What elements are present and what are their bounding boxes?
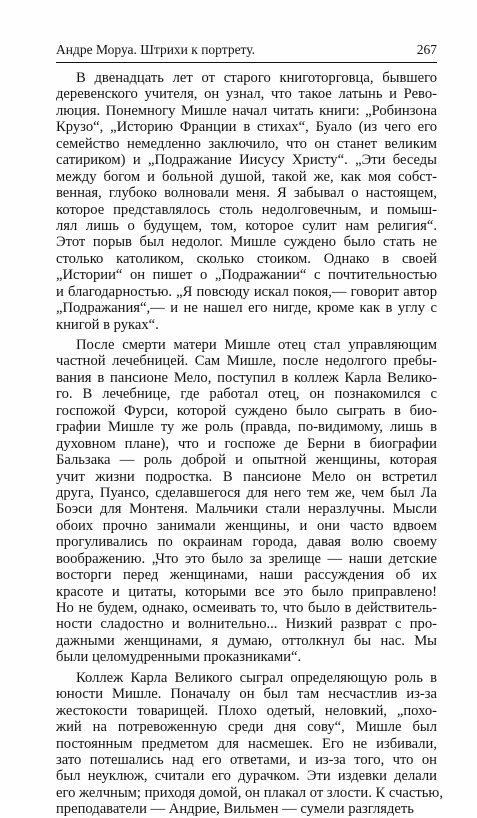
text-line: После смерти матери Мишле отец стал управляющим: [76, 337, 437, 353]
text-line: люция. Понемногу Мишле начал читать книги: „Робинзона: [56, 102, 437, 119]
paragraph: [56, 70, 437, 333]
text-line: сатириком) и „Подражание Иисусу Христу“. „Эти беседы: [56, 152, 437, 169]
paragraph: [56, 337, 437, 666]
text-line: В двенадцать лет от старого книготорговца, бывшего: [76, 70, 437, 86]
text-line: воображению. „Что это было за зрелище — наши детские: [56, 550, 437, 567]
text-line: семейство немедленно заключило, что он станет великим: [56, 135, 437, 152]
body-text: [56, 70, 443, 818]
text-line: зато потешались над его ответами, и из-за того, что он: [56, 751, 437, 768]
text-line: друга, Пуансо, сделавшегося для него тем же, чем был Ла: [56, 484, 437, 501]
text-line: столько католиком, сколько стоиком. Однако в своей: [56, 250, 437, 267]
text-line: красоте и цитаты, которыми все это было приправлено!: [56, 583, 437, 600]
text-line: госпожой Фурси, которой суждено было сыграть в био-: [56, 402, 437, 419]
text-line: венная, глубоко волновали меня. Я забывал о настоящем,: [56, 185, 437, 202]
text-line: го. В лечебнице, где работал отец, он познакомился с: [56, 386, 437, 403]
text-line: юности Мишле. Поначалу он был там несчастлив из-за: [56, 686, 437, 703]
text-line: прогуливались по окраинам города, давая волю своему: [56, 534, 437, 551]
text-line: обоих прочно занимали женщины, и они часто вдвоем: [56, 517, 437, 534]
text-line: Боэси для Монтеня. Мальчики стали неразлучны. Мысли: [56, 501, 437, 518]
text-line: частной лечебницей. Сам Мишле, после недолгого пребы-: [56, 353, 437, 370]
text-line: графии Мишле ту же роль (правда, по-видимому, лишь в: [56, 419, 437, 436]
text-line: Крузо“, „Историю Франции в стихах“, Буало (из чего его: [56, 119, 437, 136]
text-line: Коллеж Карла Великого сыграл определяющую роль в: [76, 669, 437, 686]
text-line: Этот порыв был недолог. Мишле суждено было стать не: [56, 234, 437, 251]
paragraph: [56, 669, 443, 818]
text-line: жестокости товарищей. Плохо одетый, неловкий, „похо-: [56, 702, 437, 719]
text-line: учит жизни подростка. В пансионе Мело он встретил: [56, 468, 437, 485]
text-line: дажными женщинами, я думаю, оттолкнул бы нас. Мы: [56, 632, 437, 649]
text-line: ности сладостно и волнительно... Низкий разврат с про-: [56, 616, 437, 633]
text-line: были целомудренными проказниками“.: [56, 649, 302, 666]
text-line: Но не будем, однако, осмеивать то, что было в действитель-: [56, 600, 437, 616]
text-line: был неуклюж, считали его дурачком. Эти издевки делали: [56, 768, 437, 785]
text-line: „Истории“ он пишет о „Подражании“ с почтительностью: [56, 267, 437, 284]
text-line: Бальзака — роль доброй и опытной женщины, которая: [56, 452, 437, 469]
text-line: постоянным предметом для насмешек. Его не избивали,: [56, 735, 437, 752]
text-line: преподаватели — Андрие, Вильмен — сумели разглядеть: [56, 801, 414, 818]
page-number: 267: [416, 42, 437, 57]
text-line: вания в пансионе Мело, поступил в коллеж Карла Велико-: [56, 369, 437, 386]
text-line: лял лишь о будущем, том, которое сулит нам религия“.: [56, 217, 437, 234]
running-title: Андре Моруа. Штрихи к портрету.: [56, 42, 256, 57]
text-line: восторги перед женщинами, наши рассуждения об их: [56, 567, 437, 584]
text-line: деревенского учителя, он узнал, что такое латынь и Рево-: [56, 86, 437, 103]
text-line: между богом и больной душой, такой же, как моя собст-: [56, 168, 437, 185]
text-line: и благодарностью. „Я повсюду искал покоя,— говорит автор: [56, 283, 437, 300]
text-line: „Подражания“,— и не нашел его нигде, кроме как в углу с: [56, 300, 437, 317]
text-line: его желчным; приходя домой, он плакал от злости. К счастью,: [56, 784, 443, 801]
text-line: жий на потревоженную среди дня сову“, Мишле был: [56, 719, 437, 736]
text-line: книгой в руках“.: [56, 316, 159, 333]
text-line: которое представлялось столь недолговечным, и помыш-: [56, 201, 437, 218]
text-line: духовном плане), что и госпоже де Берни в биографии: [56, 435, 437, 452]
running-header: [56, 40, 437, 63]
